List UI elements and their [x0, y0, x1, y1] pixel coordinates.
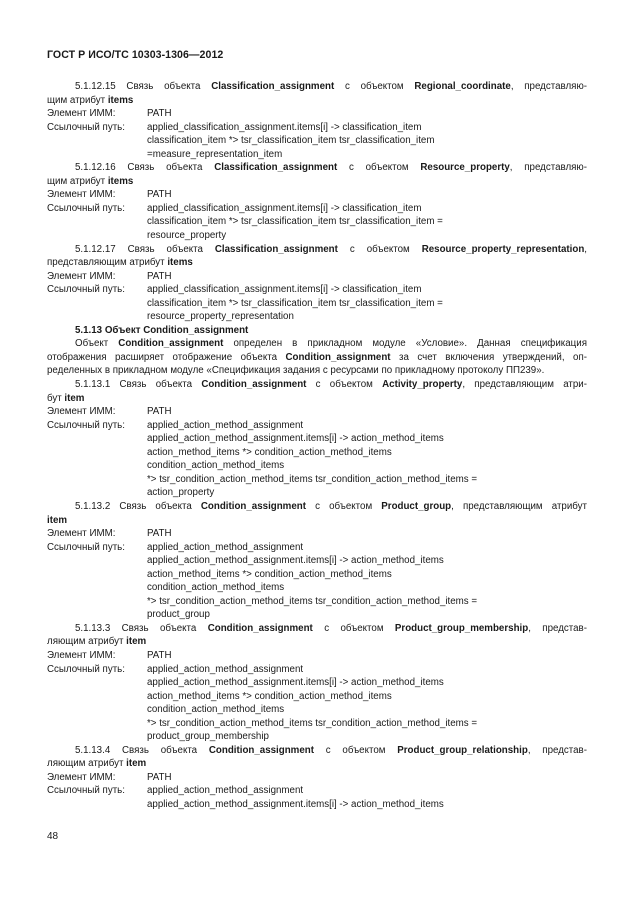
ref-path-line: *> tsr_condition_action_method_items tsr_condition_action_method_items =: [147, 595, 478, 607]
ref-path-line: *> tsr_condition_action_method_items tsr_condition_action_method_items =: [147, 473, 478, 485]
clause-heading-cont: ляющим атрибут item: [47, 636, 147, 648]
ref-path-line: applied_action_method_assignment.items[i] -> action_method_items: [147, 677, 444, 689]
ref-path-line: action_property: [147, 487, 215, 499]
ref-path-line: resource_property: [147, 230, 227, 242]
ref-path-line: condition_action_method_items: [147, 460, 285, 472]
element-row: Элемент ИММ: PATH: [47, 649, 172, 661]
clause-heading: 5.1.13.2 Связь объекта Condition_assignment с объектом Product_group, представляющим атрибут: [75, 500, 587, 512]
clause-heading: 5.1.12.15 Связь объекта Classification_assignment с объектом Regional_coordinate, представляю-: [75, 81, 588, 92]
clause-heading: 5.1.13.4 Связь объекта Condition_assignment с объектом Product_group_relationship, представ-: [75, 744, 587, 756]
clause-heading-cont: представляющим атрибут items: [47, 257, 193, 269]
ref-path-row: Ссылочный путь: applied_classification_assignment.items[i] -> classification_item: [47, 202, 422, 214]
clause-heading-cont: щим атрибут items: [47, 175, 134, 187]
element-row: Элемент ИММ: PATH: [47, 406, 172, 418]
paragraph-line: Объект Condition_assignment определен в прикладном модуле «Условие». Данная спецификация: [75, 338, 587, 350]
ref-path-line: product_group: [147, 609, 210, 621]
ref-path-row: Ссылочный путь: applied_action_method_assignment: [47, 541, 304, 553]
ref-path-line: classification_item *> tsr_classification_item tsr_classification_item =: [147, 216, 443, 228]
ref-path-line: *> tsr_condition_action_method_items tsr_condition_action_method_items =: [147, 717, 478, 729]
ref-path-line: classification_item *> tsr_classification_item tsr_classification_item: [147, 135, 435, 147]
ref-path-line: applied_action_method_assignment.items[i] -> action_method_items: [147, 555, 444, 567]
element-row: Элемент ИММ: PATH: [47, 108, 172, 120]
ref-path-line: condition_action_method_items: [147, 582, 285, 594]
ref-path-line: product_group_membership: [147, 731, 269, 743]
ref-path-line: action_method_items *> condition_action_method_items: [147, 568, 392, 580]
ref-path-line: action_method_items *> condition_action_method_items: [147, 690, 392, 702]
element-row: Элемент ИММ: PATH: [47, 270, 172, 282]
ref-path-line: condition_action_method_items: [147, 704, 285, 716]
element-row: Элемент ИММ: PATH: [47, 528, 172, 540]
ref-path-row: Ссылочный путь: applied_action_method_assignment: [47, 785, 304, 797]
page-content: [47, 80, 587, 812]
clause-heading: 5.1.12.16 Связь объекта Classification_assignment с объектом Resource_property, представляю-: [75, 162, 587, 174]
clause-heading: 5.1.12.17 Связь объекта Classification_assignment с объектом Resource_property_representation,: [75, 243, 587, 255]
ref-path-row: Ссылочный путь: applied_classification_assignment.items[i] -> classification_item: [47, 121, 422, 133]
clause-heading-cont: ляющим атрибут item: [47, 758, 147, 770]
clause-heading: 5.1.13.1 Связь объекта Condition_assignment с объектом Activity_property, представляющим атри-: [75, 379, 588, 391]
ref-path-line: =measure_representation_item: [147, 148, 283, 160]
ref-path-line: applied_action_method_assignment.items[i] -> action_method_items: [147, 798, 444, 810]
ref-path-row: Ссылочный путь: applied_classification_assignment.items[i] -> classification_item: [47, 284, 422, 296]
ref-path-line: resource_property_representation: [147, 311, 294, 323]
clause-heading: 5.1.13.3 Связь объекта Condition_assignment с объектом Product_group_membership, представ-: [75, 622, 587, 634]
paragraph-line: ределенных в прикладном модуле «Спецификация задания с ресурсами по прикладному протоколу ПП239».: [47, 365, 545, 377]
paragraph-line: отображения расширяет отображение объекта Condition_assignment за счет включения утверждений, оп-: [47, 351, 587, 363]
page-number: 48: [47, 831, 59, 842]
ref-path-line: classification_item *> tsr_classification_item tsr_classification_item =: [147, 297, 443, 309]
ref-path-line: action_method_items *> condition_action_method_items: [147, 446, 392, 458]
element-row: Элемент ИММ: PATH: [47, 189, 172, 201]
clause-heading-cont: item: [47, 514, 68, 526]
ref-path-row: Ссылочный путь: applied_action_method_assignment: [47, 663, 304, 675]
page-header: ГОСТ Р ИСО/ТС 10303-1306—2012: [47, 49, 224, 61]
ref-path-line: applied_action_method_assignment.items[i] -> action_method_items: [147, 433, 444, 445]
clause-heading-cont: щим атрибут items: [47, 94, 134, 106]
clause-heading-cont: бут item: [47, 392, 85, 404]
section-title: 5.1.13 Объект Condition_assignment: [75, 324, 249, 336]
element-row: Элемент ИММ: PATH: [47, 771, 172, 783]
ref-path-row: Ссылочный путь: applied_action_method_assignment: [47, 419, 304, 431]
